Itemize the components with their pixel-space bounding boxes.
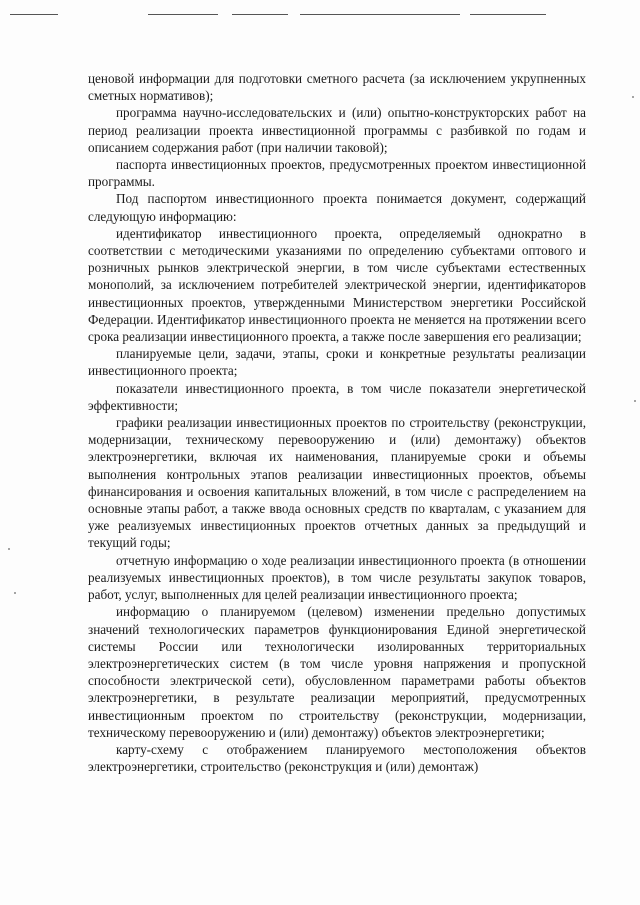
paragraph: ценовой информации для подготовки сметного расчета (за исключением укрупненных сметных нормативов);	[88, 71, 586, 104]
paragraph: отчетную информацию о ходе реализации инвестиционного проекта (в отношении реализуемых инвестиционных проектов), в том числе результаты закупок товаров, работ, услуг, выполненных для целей реализации инвестиционного проекта;	[88, 552, 586, 603]
top-rule-far	[470, 14, 546, 15]
scan-speck	[632, 96, 634, 98]
paragraph: графики реализации инвестиционных проектов по строительству (реконструкции, модернизации, техническому перевооружению и (или) демонтажу) объектов электроэнергетики, включая их наименования, планируемые сроки и объемы выполнения контрольных этапов реализации инвестиционных проектов, объемы финансирования и освоения капитальных вложений, в том числе с распределением на основные этапы работ, а также ввода основных средств по кварталам, с указанием для уже реализуемых инвестиционных проектов отчетных данных за предыдущий и текущий годы;	[88, 415, 586, 551]
paragraph: показатели инвестиционного проекта, в том числе показатели энергетической эффективности;	[88, 380, 586, 413]
top-rule-mid2	[232, 14, 288, 15]
scan-speck	[14, 592, 16, 594]
scan-speck	[634, 400, 636, 402]
paragraph: паспорта инвестиционных проектов, предусмотренных проектом инвестиционной программы.	[88, 157, 586, 190]
top-rule-right	[300, 14, 460, 15]
paragraph: идентификатор инвестиционного проекта, определяемый однократно в соответствии с методическими указаниями по определению субъектами оптового и розничных рынков электрической энергии, в том числе субъектами естественных монополий, за исключением потребителей электрической энергии, идентификаторов инвестиционных проектов, утвержденными Министерством энергетики Российской Федерации. Идентификатор инвестиционного проекта не меняется на протяжении всего срока реализации инвестиционного проекта, а также после завершения его реализации;	[88, 225, 586, 345]
scan-speck	[8, 548, 10, 550]
top-rule-left	[10, 14, 58, 15]
top-rule-mid	[148, 14, 218, 15]
paragraph: программа научно-исследовательских и (или) опытно-конструкторских работ на период реализации проекта инвестиционной программы с разбивкой по годам и описанием содержания работ (при наличии таковой);	[88, 105, 586, 155]
body-text	[88, 70, 586, 775]
paragraph: информацию о планируемом (целевом) изменении предельно допустимых значений технологических параметров функционирования Единой энергетической системы России или технологически изолированных территориальных электроэнергетических систем (в том числе уровня напряжения и пропускной способности электрической сети), обусловленном параметрами работы объектов электроэнергетики, в результате реализации мероприятий, предусмотренных инвестиционным проектом по строительству (реконструкции, модернизации, техническому перевооружению и (или) демонтажу) объектов электроэнергетики;	[88, 604, 586, 740]
paragraph: Под паспортом инвестиционного проекта понимается документ, содержащий следующую информацию:	[88, 191, 586, 224]
paragraph: карту-схему с отображением планируемого местоположения объектов электроэнергетики, строительство (реконструкция и (или) демонтаж)	[88, 741, 586, 775]
paragraph: планируемые цели, задачи, этапы, сроки и конкретные результаты реализации инвестиционного проекта;	[88, 346, 586, 379]
